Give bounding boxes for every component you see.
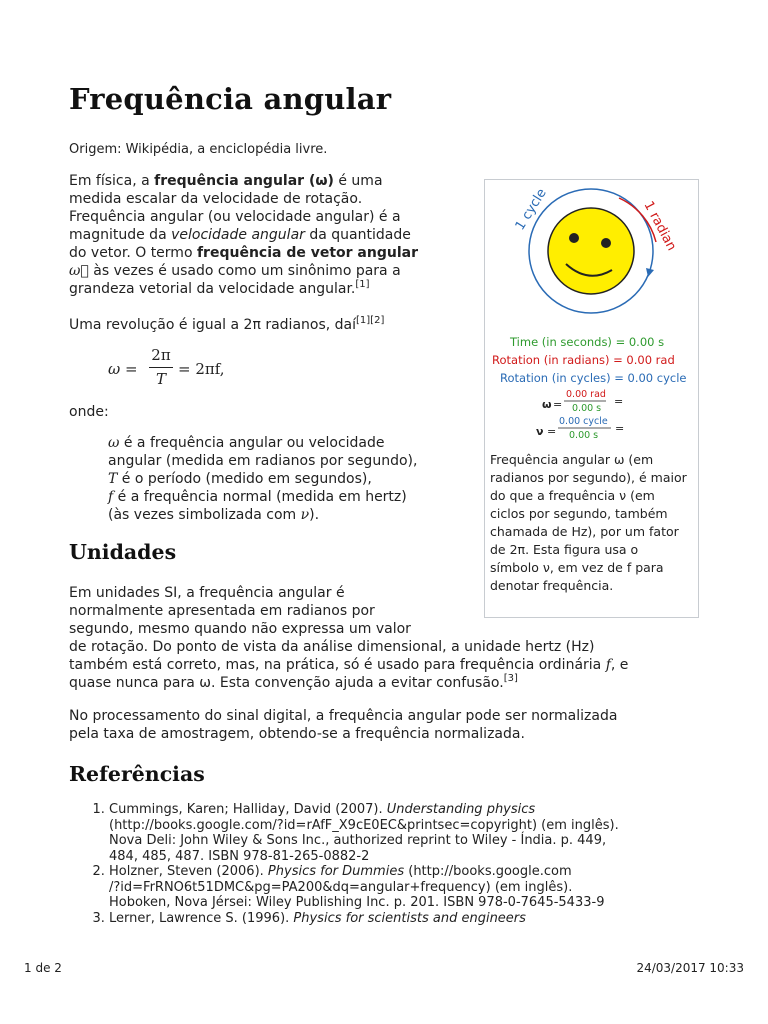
label-radian: 1 radian [640, 198, 679, 254]
references-list [69, 802, 709, 926]
intro-paragraph: Em física, a frequência angular (ω) é uma medida escalar da velocidade de rotação. Frequência angular (ou velocidade angular) é a magnitude da velocidade angular da quantidade do vetor. O termo frequência de vetor angular ω⃗ às vezes é usado como um sinônimo para a grandeza vetorial da velocidade angular.[1] [69, 173, 418, 297]
page-number: 1 de 2 [24, 961, 62, 975]
ref-link-3[interactable]: [3] [503, 673, 518, 684]
units-paragraph-1: Em unidades SI, a frequência angular é normalmente apresentada em radianos por segundo, mesmo quando não expressa um valor de rotação. Do ponto de vista da análise dimensional, a unidade hertz (Hz) também está correto, mas, na prática, só é usado para frequência ordinária f, e quase nunca para ω. Esta convenção ajuda a evitar confusão.[3] [69, 585, 629, 691]
omega-symbol: ω [542, 398, 552, 411]
omega-denominator: 0.00 s [572, 403, 602, 414]
time-readout: Time (in seconds) = 0.00 s [510, 335, 665, 349]
definitions: ω é a frequência angular ou velocidade angular (medida em radianos por segundo), T é o período (medido em segundos), f é a frequência normal (medida em hertz) (às vezes simbolizada com ν). [108, 435, 418, 523]
svg-text:=: = [547, 425, 557, 438]
smiley-face-icon [548, 208, 634, 294]
onde-label: onde: [69, 404, 109, 420]
reference-link[interactable]: (http://books.google.com/?id=rAfF_X9cE0EC&printsec=copyright) (em inglês). [109, 817, 619, 833]
svg-text:=: = [615, 422, 625, 435]
label-cycle: 1 cycle [512, 186, 550, 234]
nu-symbol: ν [536, 425, 544, 438]
vector-omega-symbol: ω⃗ [69, 263, 89, 279]
page-title: Frequência angular [69, 82, 392, 116]
nu-numerator: 0.00 cycle [559, 416, 608, 427]
term-bold: frequência de vetor angular [196, 245, 418, 261]
print-datetime: 24/03/2017 10:33 [636, 961, 744, 975]
section-heading-unidades: Unidades [69, 540, 177, 564]
revolution-line: Uma revolução é igual a 2π radianos, daí[1][2] [69, 315, 385, 333]
cycles-readout: Rotation (in cycles) = 0.00 cycle [500, 371, 687, 385]
origin-line: Origem: Wikipédia, a enciclopédia livre. [69, 142, 328, 157]
reference-link[interactable]: /?id=FrRNO6t51DMC&pg=PA200&dq=angular+frequency) (em inglês). [109, 879, 573, 895]
reference-item: 1. Cummings, Karen; Halliday, David (2007). Understanding physics (http://books.google.com/?id=rAfF_X9cE0EC&printsec=copyright) (em inglês). Nova Deli: John Wiley & Sons Inc., authorized reprint to Wiley - Índia. p. 449, 484, 485, 487. ISBN 978-81-265-0882-2 [109, 802, 709, 864]
reference-item: 3. Lerner, Lawrence S. (1996). Physics for scientists and engineers [109, 911, 709, 927]
rotation-readout: Rotation (in radians) = 0.00 rad [492, 353, 675, 367]
nu-denominator: 0.00 s [569, 430, 599, 441]
term-bold: frequência angular (ω) [154, 173, 334, 189]
units-paragraph-2: No processamento do sinal digital, a frequência angular pode ser normalizada pela taxa de amostragem, obtendo-se a frequência normalizada. [69, 708, 618, 742]
svg-text:=: = [614, 395, 624, 408]
infobox-caption: Frequência angular ω (em radianos por segundo), é maior do que a frequência ν (em ciclos por segundo, também chamada de Hz), por um fator de 2π. Esta figura usa o símbolo ν, em vez de f para denotar frequência. [490, 452, 687, 593]
ref-links[interactable]: [1][2] [356, 315, 385, 326]
ref-link-1[interactable]: [1] [355, 279, 370, 290]
reference-item: 2. Holzner, Steven (2006). Physics for Dummies (http://books.google.com /?id=FrRNO6t51DMC&pg=PA200&dq=angular+frequency) (em inglês). Hoboken, Nova Jérsei: Wiley Publishing Inc. p. 201. ISBN 978-0-7645-5433-9 [109, 864, 709, 911]
reference-link[interactable]: (http://books.google.com [404, 864, 572, 879]
term-italic: velocidade angular [171, 227, 305, 243]
svg-text:=: = [553, 398, 563, 411]
omega-numerator: 0.00 rad [566, 389, 606, 400]
angular-frequency-animation [488, 184, 693, 446]
section-heading-referencias: Referências [69, 762, 205, 786]
